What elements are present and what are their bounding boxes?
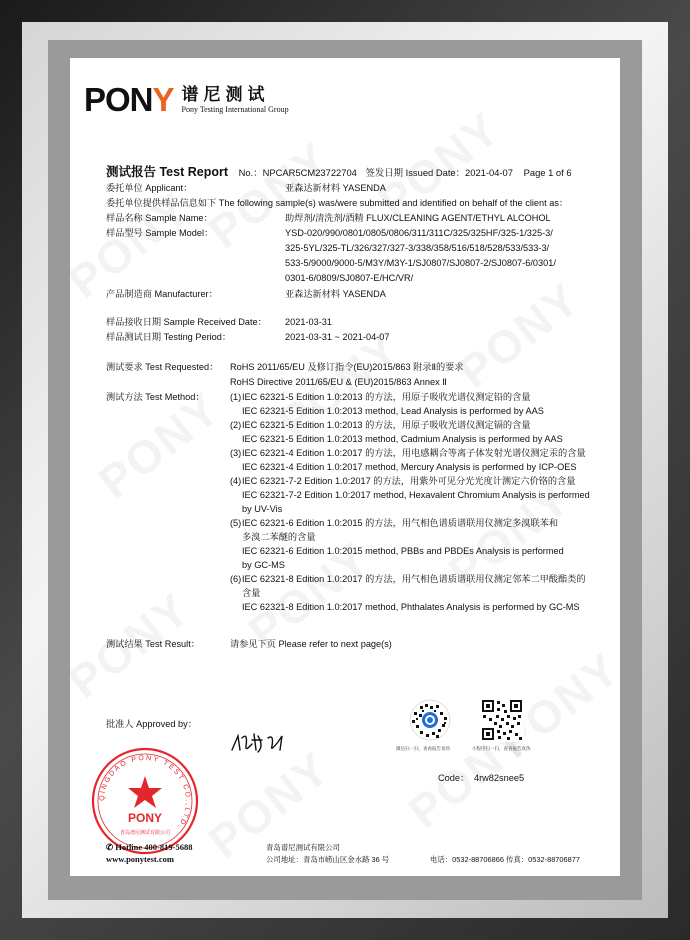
code-value: 4rw82snee5 [474,773,525,783]
method-line: IEC 62321-4 Edition 1.0:2017 method, Mercury Analysis is performed by ICP-OES [242,462,577,472]
logo-english-name: Pony Testing International Group [181,105,289,114]
applicant-value: 亚森达新材料 YASENDA [285,183,386,193]
watermark [448,271,590,399]
applicant-label: 委托单位 Applicant： [106,183,193,193]
company-logo [84,83,289,116]
report-title: 测试报告 Test Report [106,165,228,179]
footer-tel: 电话：0532-88706866 传真：0532-88706877 [430,855,580,864]
received-date-value: 2021-03-31 [285,317,332,327]
received-date-label: 样品接收日期 Sample Received Date： [106,317,267,327]
sample-name-label: 样品名称 Sample Name： [106,213,213,223]
wechat-qr-caption: 微信扫一扫，查看报告真伪 [396,746,450,751]
sample-model-line: 0301-6/0809/SJ0807-E/HC/VR/ [285,273,414,283]
method-line: IEC 62321-6 Edition 1.0:2015 的方法，用气相色谱质谱联用仪测定多溴联苯和 [242,518,559,528]
issued-date-label: 签发日期 Issued Date： [365,167,466,178]
method-line: by UV-Vis [242,504,283,514]
method-line: IEC 62321-7-2 Edition 1.0:2017 的方法，用紫外可见分光光度计测定六价铬的含量 [242,476,576,486]
test-method-label: 测试方法 Test Method： [106,392,205,402]
method-line: IEC 62321-7-2 Edition 1.0:2017 method, Hexavalent Chromium Analysis is performed [242,490,590,500]
method-number: (6) [230,574,242,584]
hotline: ✆ Hotline 400-819-5688 [106,842,193,852]
testing-period-label: 样品测试日期 Testing Period： [106,332,232,342]
method-line: IEC 62321-8 Edition 1.0:2017 的方法，用气相色谱质谱联用仪测定邻苯二甲酸酯类的 [242,574,586,584]
approved-by-label: 批准人 Approved by： [106,719,197,729]
footer-company: 青岛谱尼测试有限公司 [266,843,340,852]
method-line: 多溴二苯醚的含量 [242,532,316,542]
method-line: by GC-MS [242,560,285,570]
method-line: IEC 62321-4 Edition 1.0:2017 的方法，用电感耦合等离子体发射光谱仪测定汞的含量 [242,448,586,458]
report-no-label: No.： [238,167,263,178]
miniprogram-qr-caption: 小程序扫一扫，查看报告真伪 [472,746,531,751]
page-number: Page 1 of 6 [523,167,572,178]
report-paper [70,58,620,876]
method-line: 含量 [242,588,261,598]
test-requested-line2: RoHS Directive 2011/65/EU & (EU)2015/863 Annex Ⅱ [230,377,447,387]
method-line: IEC 62321-6 Edition 1.0:2015 method, PBBs and PBDEs Analysis is performed [242,546,564,556]
method-line: IEC 62321-5 Edition 1.0:2013 method, Lead Analysis is performed by AAS [242,406,544,416]
code-label: Code： [438,773,470,783]
method-number: (1) [230,392,242,402]
logo-wordmark: PONY [84,81,174,118]
sample-model-line: YSD-020/990/0801/0805/0806/311/311C/325/325HF/325-1/325-3/ [285,228,553,238]
watermark [198,131,340,259]
report-no: NPCAR5CM23722704 [262,167,357,178]
logo-chinese-name: 谱尼测试 [181,85,270,104]
manufacturer-value: 亚森达新材料 YASENDA [285,289,386,299]
method-number: (3) [230,448,242,458]
method-number: (5) [230,518,242,528]
method-number: (2) [230,420,242,430]
svg-text:QINGDAO PONY TEST CO.,LTD.: QINGDAO PONY TEST CO.,LTD. [98,754,192,831]
method-line: IEC 62321-5 Edition 1.0:2013 method, Cadmium Analysis is performed by AAS [242,434,563,444]
svg-text:青岛谱尼测试有限公司: 青岛谱尼测试有限公司 [119,830,171,836]
sample-model-line: 533-5/9000/9000-5/M3Y/M3Y-1/SJ0807/SJ0807-2/SJ0807-6/0301/ [285,258,556,268]
signature [228,728,298,758]
sample-name-value: 助焊剂/清洗剂/酒精 FLUX/CLEANING AGENT/ETHYL ALCOHOL [285,213,551,223]
testing-period-value: 2021-03-31 ~ 2021-04-07 [285,332,390,342]
phone-icon: ✆ [106,842,114,852]
manufacturer-label: 产品制造商 Manufacturer： [106,289,218,299]
method-line: IEC 62321-5 Edition 1.0:2013 的方法，用原子吸收光谱仪测定铅的含量 [242,392,531,402]
method-line: IEC 62321-5 Edition 1.0:2013 的方法，用原子吸收光谱仪测定镉的含量 [242,420,531,430]
test-requested-line1: RoHS 2011/65/EU 及修订指令(EU)2015/863 附录Ⅱ的要求 [230,362,464,372]
miniprogram-qr-code [480,698,524,742]
sample-model-line: 325-5YL/325-TL/326/327/327-3/338/358/516/518/528/533/533-3/ [285,243,550,253]
method-line: IEC 62321-8 Edition 1.0:2017 method, Phthalates Analysis is performed by GC-MS [242,602,580,612]
issued-date: 2021-04-07 [465,167,513,178]
svg-text:PONY: PONY [127,811,163,825]
test-requested-label: 测试要求 Test Requested： [106,362,219,372]
website: www.ponytest.com [106,854,174,864]
wechat-qr-code [400,698,460,744]
sample-model-label: 样品型号 Sample Model： [106,228,214,238]
report-header [106,162,572,180]
method-number: (4) [230,476,242,486]
test-result-label: 测试结果 Test Result： [106,639,200,649]
sample-info-line: 委托单位提供样品信息如下 The following sample(s) was/were submitted and identified on behalf of the client as： [106,198,569,208]
official-seal [90,746,200,856]
test-result-value: 请参见下页 Please refer to next page(s) [230,639,392,649]
footer-address: 公司地址：青岛市崂山区金水路 36 号 [266,855,390,864]
